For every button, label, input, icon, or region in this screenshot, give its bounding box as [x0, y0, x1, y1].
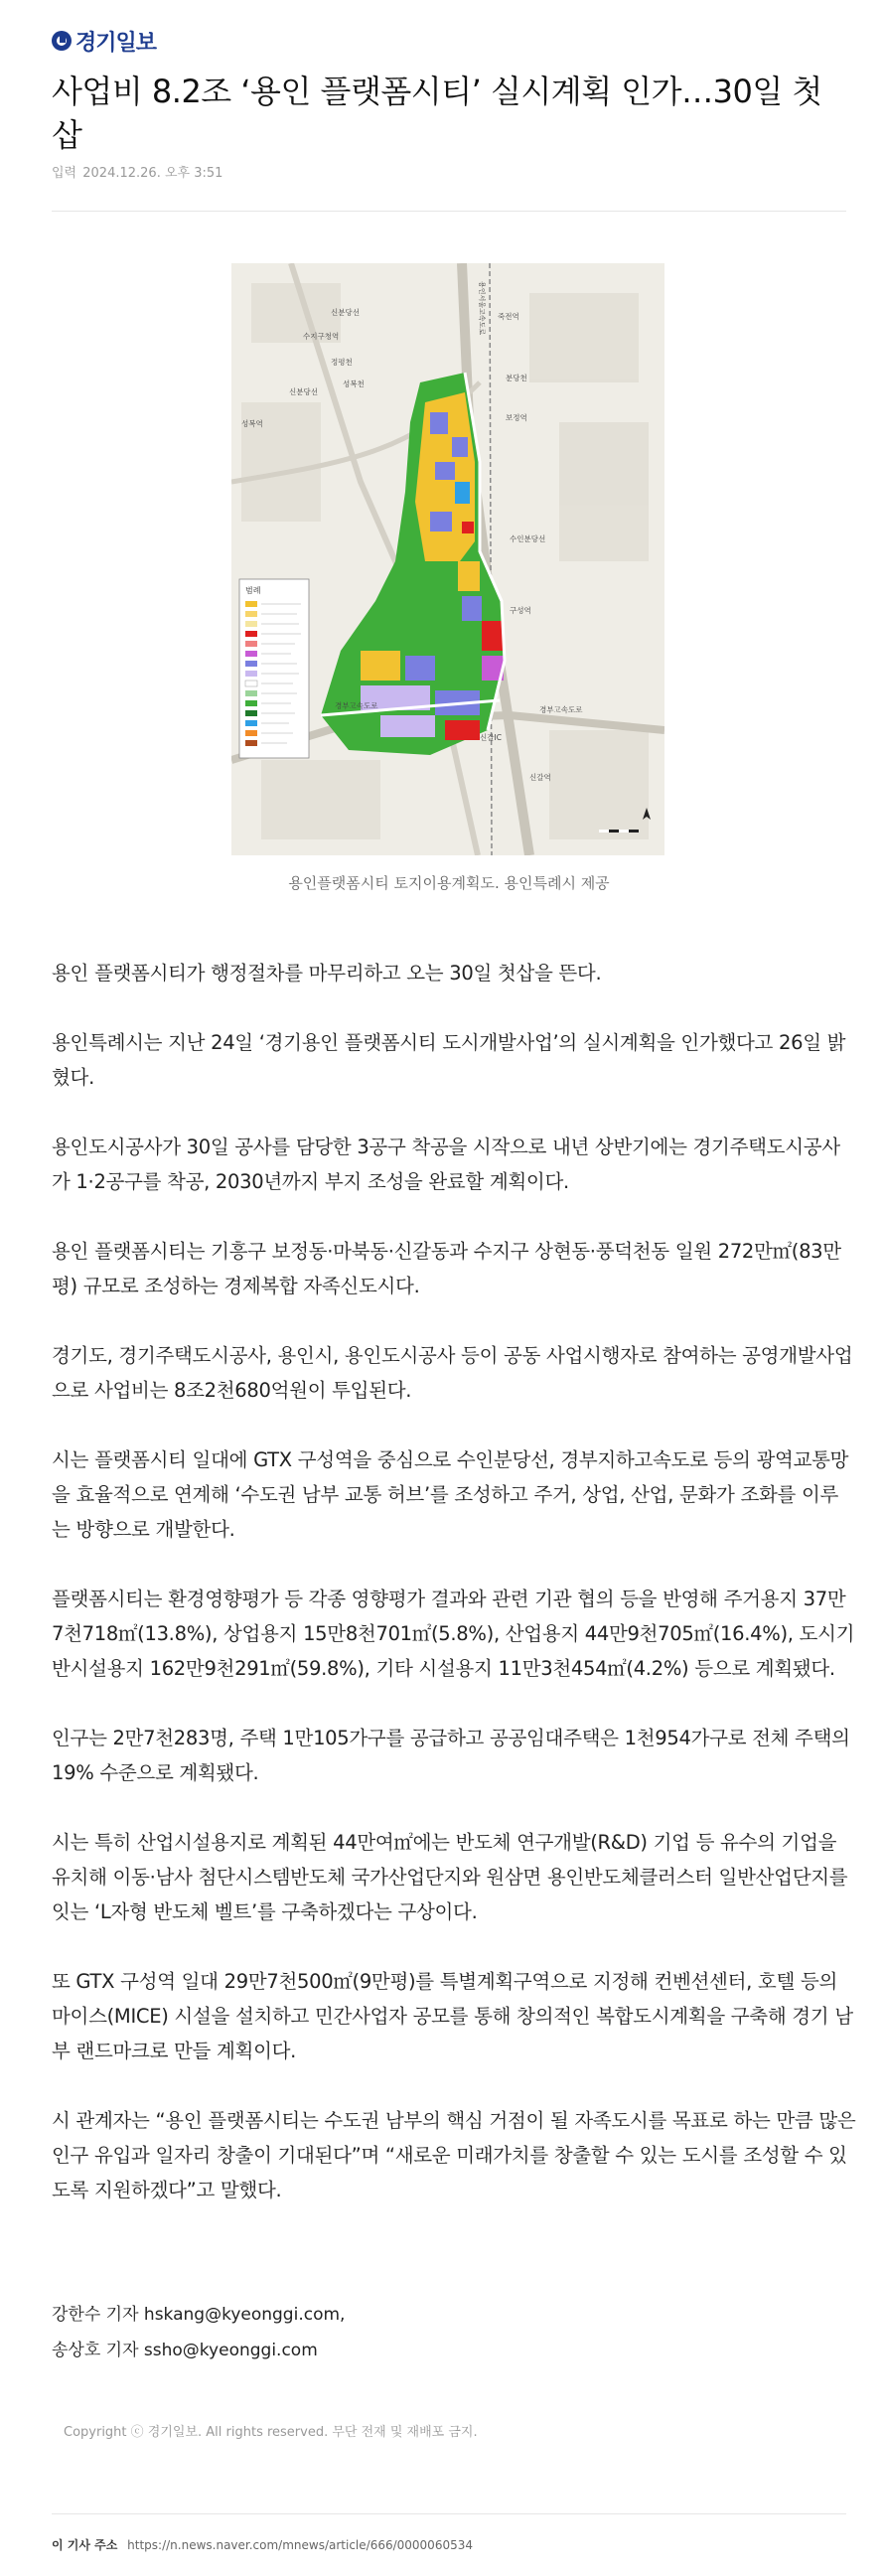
paragraph: 시 관계자는 “용인 플랫폼시티는 수도권 남부의 핵심 거점이 될 자족도시를 목표로 하는 만큼 많은 인구 유입과 일자리 창출이 기대된다”며 “새로운 미래가치를 창출할 수 있는 도시를 조성할 수 있도록 지원하겠다”고 말했다. — [52, 2109, 856, 2201]
map-label-bojeong: 보정역 — [506, 413, 527, 422]
reporter-info — [52, 2297, 345, 2368]
brand-logo[interactable] — [52, 26, 156, 56]
brand-name: 경기일보 — [75, 30, 157, 56]
map-label-seongbok: 성복천 — [343, 379, 365, 388]
map-label-sinbun: 신분당선 — [331, 308, 360, 317]
map-label-seongbokst: 성복역 — [241, 419, 263, 428]
reporter-line: 강한수 기자 hskang@kyeonggi.com, — [52, 2305, 346, 2325]
map-label-yongin-seoul: 용인서울고속도로 — [478, 281, 486, 336]
map-label-sinbun2: 신분당선 — [289, 387, 318, 396]
land-use-map-image — [231, 263, 664, 855]
article-date — [52, 162, 224, 181]
date-value: 2024.12.26. 오후 3:51 — [82, 166, 223, 181]
paragraph: 용인 플랫폼시티가 행정절차를 마무리하고 오는 30일 첫삽을 뜬다. — [52, 962, 602, 985]
map-label-jukjeon: 죽전역 — [498, 312, 519, 321]
map-label-bundang: 분당천 — [506, 374, 527, 382]
map-label-singal-ic: 신갈IC — [480, 733, 502, 742]
map-label-singal: 신갈역 — [529, 773, 551, 782]
header-divider — [52, 211, 846, 212]
source-address — [52, 2536, 473, 2553]
copyright-notice: Copyright ⓒ 경기일보. All rights reserved. 무단 전재 및 재배포 금지. — [64, 2425, 478, 2440]
paragraph: 경기도, 경기주택도시공사, 용인시, 용인도시공사 등이 공동 사업시행자로 참여하는 공영개발사업으로 사업비는 8조2천680억원이 투입된다. — [52, 1344, 853, 1402]
map-label-gyeongbu: 경부고속도로 — [335, 701, 378, 710]
source-label: 이 기사 주소 — [52, 2538, 118, 2552]
reporter-line: 송상호 기자 ssho@kyeonggi.com — [52, 2341, 318, 2360]
land-use-map-drawing — [231, 263, 664, 855]
map-label-gyeongbu2: 경부고속도로 — [539, 705, 583, 714]
paragraph: 시는 플랫폼시티 일대에 GTX 구성역을 중심으로 수인분당선, 경부지하고속도로 등의 광역교통망을 효율적으로 연계해 ‘수도권 남부 교통 허브’를 조성하고 주거, 상업, 산업, 문화가 조화를 이루는 방향으로 개발한다. — [52, 1448, 849, 1541]
map-label-jeongpyeong: 정평천 — [331, 358, 353, 367]
image-caption: 용인플랫폼시티 토지이용계획도. 용인특례시 제공 — [288, 874, 610, 892]
paragraph: 또 GTX 구성역 일대 29만7천500㎡(9만평)를 특별계획구역으로 지정해 컨벤션센터, 호텔 등의 마이스(MICE) 시설을 설치하고 민간사업자 공모를 통해 창의적인 복합도시계획을 구축해 경기 남부 랜드마크로 만들 계획이다. — [52, 1970, 853, 2062]
paragraph: 시는 특히 산업시설용지로 계획된 44만여㎡에는 반도체 연구개발(R&D) 기업 등 유수의 기업을 유치해 이동·남사 첨단시스템반도체 국가산업단지와 원삼면 용인반도체클러스터 일반산업단지를 잇는 ‘L자형 반도체 벨트’를 구축하겠다는 구상이다. — [52, 1831, 848, 1923]
map-legend-title: 범례 — [245, 586, 261, 595]
paragraph: 용인 플랫폼시티는 기흥구 보정동·마북동·신갈동과 수지구 상현동·풍덕천동 일원 272만㎡(83만평) 규모로 조성하는 경제복합 자족신도시다. — [52, 1240, 841, 1297]
date-label: 입력 — [52, 166, 77, 181]
map-label-suji: 수지구청역 — [303, 332, 340, 341]
paragraph: 플랫폼시티는 환경영향평가 등 각종 영향평가 결과와 관련 기관 협의 등을 반영해 주거용지 37만7천718㎡(13.8%), 상업용지 15만8천701㎡(5.8%), 산업용지 44만9천705㎡(16.4%), 도시기반시설용지 162만9천291㎡(59.8%), 기타 시설용지 11만3천454㎡(4.2%) 등으로 계획됐다. — [52, 1588, 855, 1680]
article-headline: 사업비 8.2조 ‘용인 플랫폼시티’ 실시계획 인가…30일 첫삽 — [52, 73, 822, 154]
source-url-link[interactable]: https://n.news.naver.com/mnews/article/666/0000060534 — [127, 2538, 473, 2552]
footer-divider — [52, 2513, 846, 2514]
paragraph: 용인특례시는 지난 24일 ‘경기용인 플랫폼시티 도시개발사업’의 실시계획을 인가했다고 26일 밝혔다. — [52, 1031, 846, 1089]
map-scale-bar — [599, 830, 639, 833]
paragraph: 용인도시공사가 30일 공사를 담당한 3공구 착공을 시작으로 내년 상반기에는 경기주택도시공사가 1·2공구를 착공, 2030년까지 부지 조성을 완료할 계획이다. — [52, 1136, 840, 1193]
article-body — [52, 956, 856, 2242]
paragraph: 인구는 2만7천283명, 주택 1만105가구를 공급하고 공공임대주택은 1천954가구로 전체 주택의 19% 수준으로 계획됐다. — [52, 1727, 850, 1784]
map-label-sueun: 수인분당선 — [510, 534, 546, 543]
map-label-guseong: 구성역 — [510, 606, 531, 615]
brand-logo-icon — [52, 31, 72, 51]
